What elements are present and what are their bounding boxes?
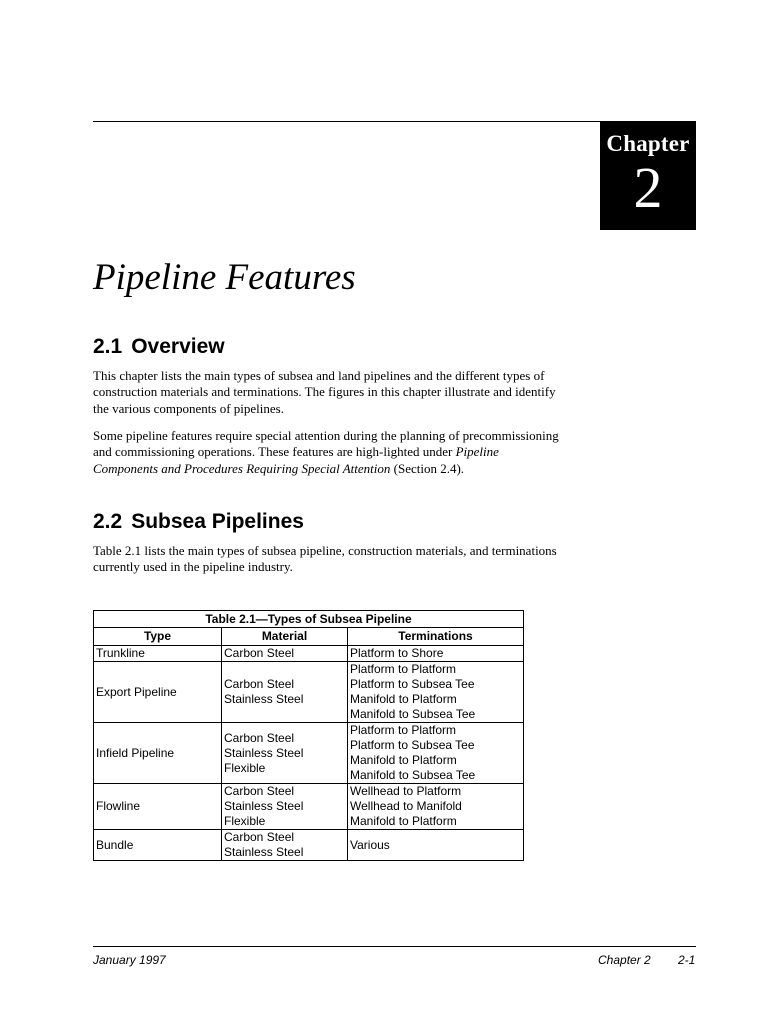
chapter-label: Chapter [606,131,690,156]
termination-line: Platform to Platform [350,723,457,737]
subsea-paragraph-1: Table 2.1 lists the main types of subsea pipeline, construction materials, and terminations currently used in the pipeline industry. [93,543,557,575]
termination-line: Manifold to Subsea Tee [350,707,476,721]
section-number: 2.1 [93,335,123,358]
overview-paragraph-1: This chapter lists the main types of subsea and land pipelines and the different types of construction materials and terminations. The figures in this chapter illustrate and identify the various components of pipelines. [93,368,556,416]
header-terminations: Terminations [348,628,524,646]
footer-date: January 1997 [93,953,166,967]
section-number: 2.2 [93,510,123,533]
material-line: Flexible [224,760,266,775]
termination-line: Manifold to Platform [350,814,457,828]
material-line: Carbon Steel [224,677,295,691]
termination-line: Wellhead to Manifold [350,799,462,813]
paragraph-text: (Section 2.4). [390,460,465,476]
material-line: Flexible [224,814,266,828]
material-line: Stainless Steel [224,845,304,859]
cell-type: Bundle [94,830,222,861]
cell-terminations [348,830,524,861]
termination-line: Platform to Subsea Tee [350,738,475,752]
footer-rule [93,946,696,947]
material-line: Carbon Steel [224,646,295,660]
table-row [94,723,524,784]
table-body [94,646,524,861]
header-material: Material [222,628,348,646]
cell-terminations [348,784,524,830]
table-row [94,646,524,662]
cell-type: Export Pipeline [94,662,222,723]
paragraph-text: Some pipeline features require special attention during the planning of precommissioning and commissioning operations. These features are high-lighted under [93,428,559,460]
termination-line: Platform to Subsea Tee [350,677,475,691]
termination-line: Manifold to Subsea Tee [350,768,476,782]
subsea-pipeline-table [93,610,524,861]
material-line: Carbon Steel [224,830,295,844]
header-type: Type [94,628,222,646]
material-line: Stainless Steel [224,799,304,813]
cell-terminations [348,646,524,662]
subsea-pipeline-table-container [93,610,524,861]
section-title: Overview [131,335,225,358]
cell-material [222,646,348,662]
footer-page-number: 2-1 [678,953,696,967]
table-row [94,784,524,830]
footer-chapter: Chapter 2 [598,953,651,967]
material-line: Carbon Steel [224,730,295,745]
termination-line: Various [350,837,390,852]
cell-material [222,723,348,784]
termination-line: Platform to Platform [350,662,457,676]
cell-type: Infield Pipeline [94,723,222,784]
chapter-number: 2 [633,155,663,220]
cell-type: Trunkline [94,646,222,662]
material-line: Carbon Steel [224,784,295,798]
material-line: Stainless Steel [224,692,304,706]
chapter-title: Pipeline Features [93,257,356,298]
table-row [94,662,524,723]
cell-material [222,784,348,830]
termination-line: Platform to Shore [350,646,444,660]
overview-paragraph-2 [93,428,563,477]
cell-terminations [348,662,524,723]
section-title: Subsea Pipelines [131,510,304,533]
table-caption: Table 2.1—Types of Subsea Pipeline [93,610,524,627]
cell-material [222,662,348,723]
termination-line: Manifold to Platform [350,753,457,767]
cell-material [222,830,348,861]
material-line: Stainless Steel [224,745,304,760]
cell-terminations [348,723,524,784]
termination-line: Wellhead to Platform [350,784,462,798]
table-header-row [94,628,524,646]
section-heading-subsea-pipelines [93,510,304,534]
termination-line: Manifold to Platform [350,692,457,706]
emphasized-reference: Pipeline Components and Procedures Requiring Special Attention [93,444,499,476]
chapter-badge [600,122,696,230]
cell-type: Flowline [94,784,222,830]
section-heading-overview [93,335,225,359]
table-row [94,830,524,861]
